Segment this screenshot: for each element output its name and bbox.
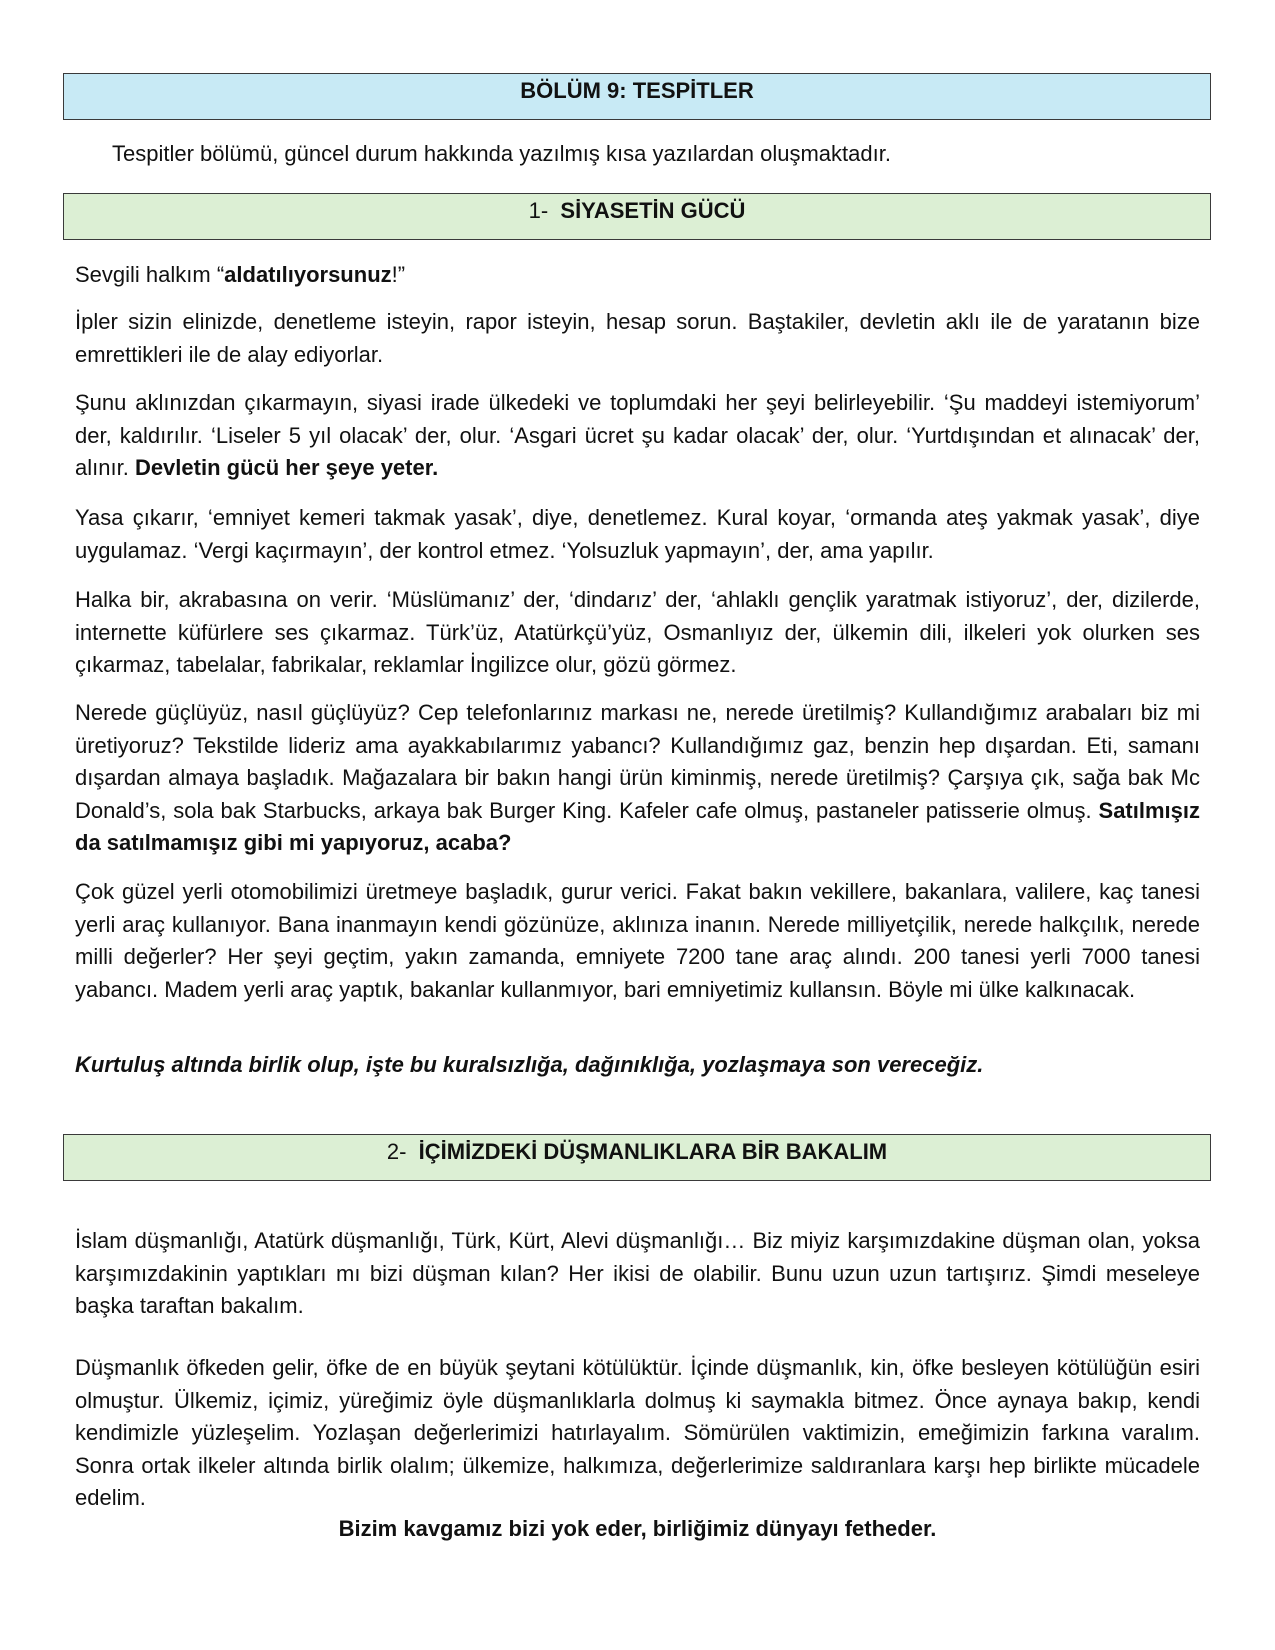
paragraph-5-text: Nerede güçlüyüz, nasıl güçlüyüz? Cep telefonlarınız markası ne, nerede üretilmiş? Kullandığımız arabaları biz mi üretiyoruz? Tekstilde lideriz ama ayakkabılarımız yabancı? Kullandığımız gaz, benzin hep dışardan. Eti, samanı dışardan almaya başladık. Mağazalara bir bakın hangi ürün kiminmiş, nerede üretilmiş? Çarşıya çık, sağa bak Mc Donald’s, sola bak Starbucks, arkaya bak Burger King. Kafeler cafe olmuş, pastaneler patisserie olmuş. <box>75 700 1200 823</box>
chapter-intro: Tespitler bölümü, güncel durum hakkında yazılmış kısa yazılardan oluşmaktadır. <box>112 141 891 166</box>
section1-paragraph-3: Yasa çıkarır, ‘emniyet kemeri takmak yasak’, diye, denetlemez. Kural koyar, ‘ormanda ateş yakmak yasak’, diye uygulamaz. ‘Vergi kaçırmayın’, der kontrol etmez. ‘Yolsuzluk yapmayın’, der, ama yapılır. <box>75 505 1200 563</box>
section1-paragraph-2 <box>75 387 1200 485</box>
section1-closing-text: Kurtuluş altında birlik olup, işte bu kuralsızlığa, dağınıklığa, yozlaşmaya son vereceğiz. <box>75 1052 984 1077</box>
paragraph-2-emphasis: Devletin gücü her şeye yeter. <box>134 455 439 480</box>
section2-closing <box>75 1513 1200 1546</box>
section2-closing-text: Bizim kavgamız bizi yok eder, birliğimiz dünyayı fetheder. <box>338 1516 937 1541</box>
section2-title-box <box>63 1134 1211 1181</box>
section1-title: SİYASETİN GÜCÜ <box>560 198 746 223</box>
greeting-suffix: !” <box>391 262 406 287</box>
section1-paragraph-4: Halka bir, akrabasına on verir. ‘Müslümanız’ der, ‘dindarız’ der, ‘ahlaklı gençlik yaratmak istiyoruz’, der, dizilerde, internette küfürlere ses çıkarmaz. Türk’üz, Atatürkçü’yüz, Osmanlıyız der, ülkemin dili, ilkeleri yok olurken ses çıkarmaz, tabelalar, fabrikalar, reklamlar İngilizce olur, gözü görmez. <box>75 587 1200 677</box>
section2-paragraph-2: Düşmanlık öfkeden gelir, öfke de en büyük şeytani kötülüktür. İçinde düşmanlık, kin, öfke besleyen kötülüğün esiri olmuştur. Ülkemiz, içimiz, yüreğimiz öyle düşmanlıklarla dolmuş ki saymakla bitmez. Önce aynaya bakıp, kendi kendimizle yüzleşelim. Yozlaşan değerlerimizi hatırlayalım. Sömürülen vaktimizin, emeğimizin farkına varalım. Sonra ortak ilkeler altında birlik olalım; ülkemize, halkımıza, değerlerimize saldıranlara karşı hep birlikte mücadele edelim. <box>75 1355 1200 1510</box>
section1-title-box <box>63 193 1211 240</box>
section2-paragraph-1: İslam düşmanlığı, Atatürk düşmanlığı, Türk, Kürt, Alevi düşmanlığı… Biz miyiz karşımızdakine düşman olan, yoksa karşımızdakinin yaptıkları mı bizi düşman kılan? Her ikisi de olabilir. Bunu uzun uzun tartışırız. Şimdi meseleye başka taraftan bakalım. <box>75 1228 1200 1318</box>
section1-greeting <box>75 259 1200 292</box>
greeting-prefix: Sevgili halkım “ <box>75 262 225 287</box>
section1-paragraph-6: Çok güzel yerli otomobilimizi üretmeye başladık, gurur verici. Fakat bakın vekillere, bakanlara, valilere, kaç tanesi yerli araç kullanıyor. Bana inanmayın kendi gözünüze, aklınıza inanın. Nerede milliyetçilik, nerede halkçılık, nerede milli değerler? Her şeyi geçtim, yakın zamanda, emniyete 7200 tane araç alındı. 200 tanesi yerli 7000 tanesi yabancı. Madem yerli araç yaptık, bakanlar kullanmıyor, bari emniyetimiz kullansın. Böyle mi ülke kalkınacak. <box>75 879 1200 1002</box>
greeting-emphasis: aldatılıyorsunuz <box>224 262 392 287</box>
section1-paragraph-5 <box>75 697 1200 860</box>
section2-number: 2- <box>386 1139 407 1164</box>
section1-paragraph-1: İpler sizin elinizde, denetleme isteyin, rapor isteyin, hesap sorun. Baştakiler, devletin aklı ile de yaratanın bize emrettikleri ile de alay ediyorlar. <box>75 309 1200 367</box>
section1-number: 1- <box>528 198 549 223</box>
paragraph-5-emphasis: Satılmışız da satılmamışız gibi mi yapıyoruz, acaba? <box>75 797 1200 855</box>
chapter-title: BÖLÜM 9: TESPİTLER <box>520 78 754 103</box>
chapter-title-box <box>63 73 1211 120</box>
paragraph-2-text: Şunu aklınızdan çıkarmayın, siyasi irade ülkedeki ve toplumdaki her şeyi belirleyebilir. ‘Şu maddeyi istemiyorum’ der, kaldırılır. ‘Liseler 5 yıl olacak’ der, olur. ‘Asgari ücret şu kadar olacak’ der, olur. ‘Yurtdışından et alınacak’ der, alınır. <box>75 390 1200 480</box>
section1-closing <box>75 1049 1200 1082</box>
section2-title: İÇİMİZDEKİ DÜŞMANLIKLARA BİR BAKALIM <box>418 1139 888 1164</box>
